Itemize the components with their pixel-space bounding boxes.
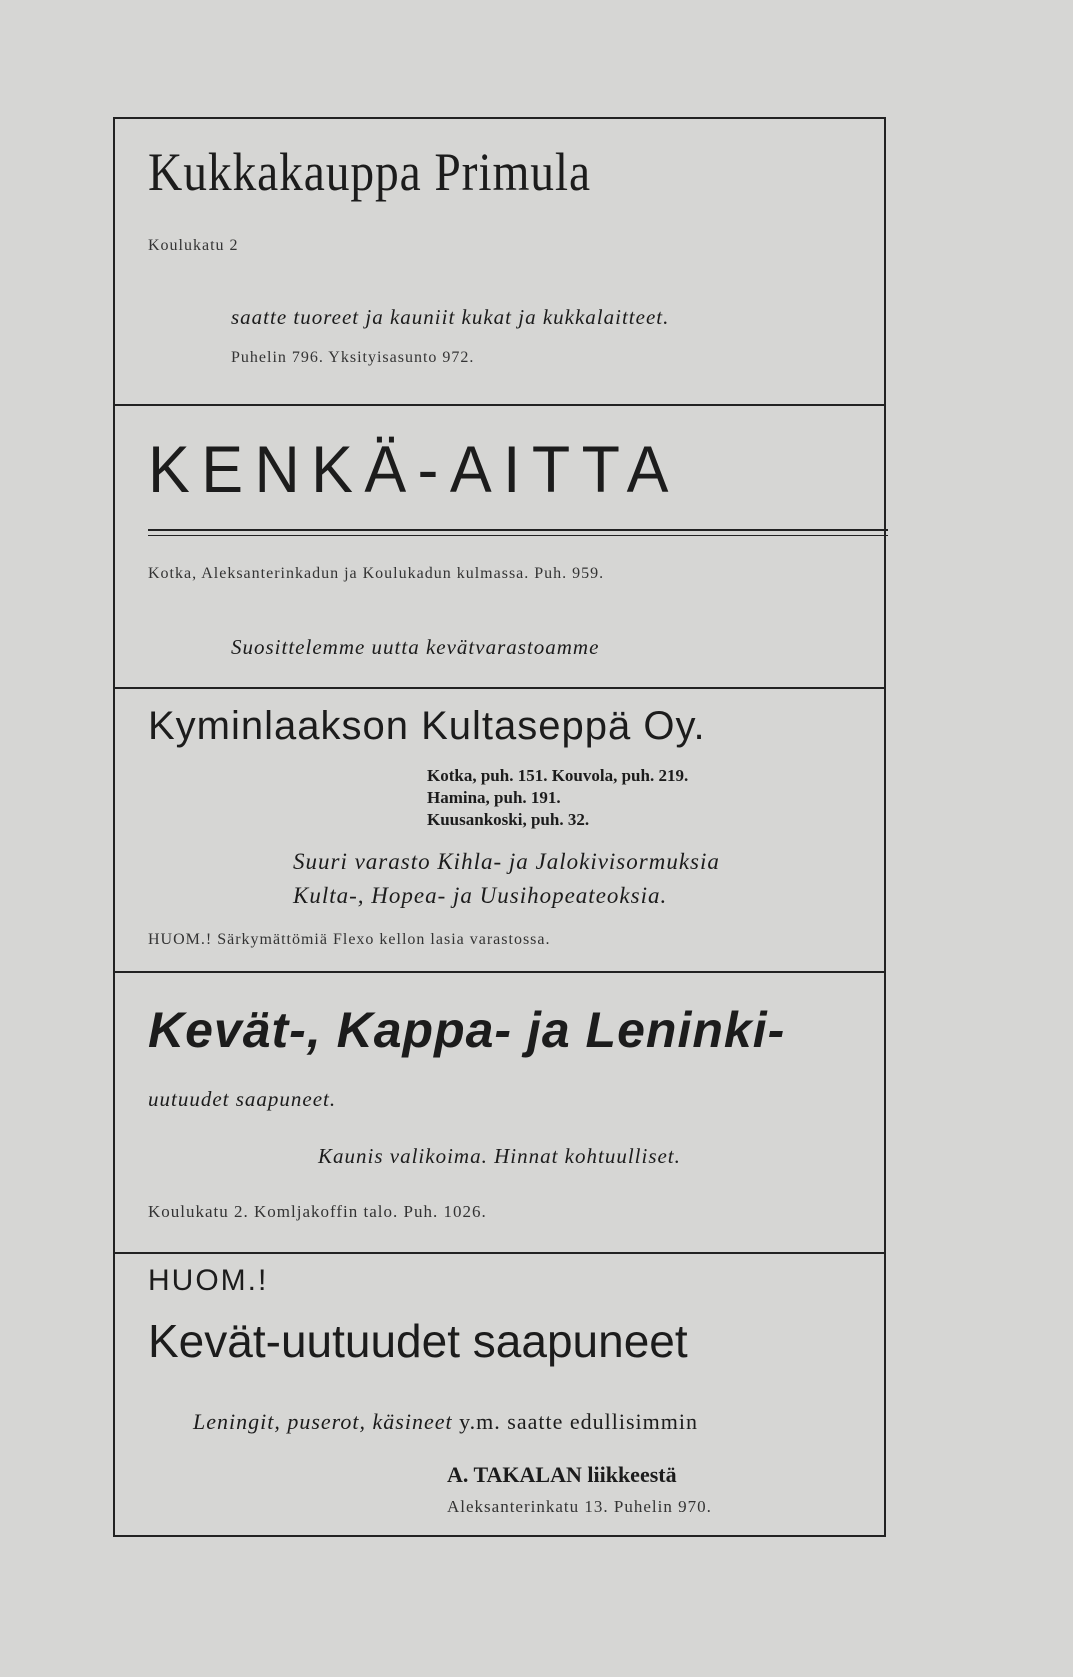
primula-title: Kukkakauppa Primula [148, 142, 591, 202]
takala-huom: HUOM.! [148, 1264, 269, 1297]
leninki-subtitle: uutuudet saapuneet. [148, 1087, 337, 1111]
divider-4 [115, 1252, 884, 1254]
leninki-title: Kevät-, Kappa- ja Leninki- [148, 1002, 786, 1058]
takala-offer [193, 1409, 698, 1435]
kenka-title: KENKÄ-AITTA [148, 432, 680, 506]
kulta-phone-1: Kotka, puh. 151. Kouvola, puh. 219. [427, 766, 689, 785]
primula-address: Koulukatu 2 [148, 237, 239, 254]
primula-phones: Puhelin 796. Yksityisasunto 972. [231, 349, 475, 366]
kenka-slogan: Suosittelemme uutta kevätvarastoamme [231, 635, 600, 659]
kulta-offer-1: Suuri varasto Kihla- ja Jalokivisormuksia [293, 849, 720, 874]
kenka-address: Kotka, Aleksanterinkadun ja Koulukadun kulmassa. Puh. 959. [148, 565, 605, 582]
advertisement-page [113, 117, 886, 1537]
kulta-offer-2: Kulta-, Hopea- ja Uusihopeateoksia. [293, 883, 668, 908]
kulta-title: Kyminlaakson Kultaseppä Oy. [148, 704, 706, 748]
leninki-address: Koulukatu 2. Komljakoffin talo. Puh. 1026. [148, 1202, 487, 1221]
kulta-phone-2: Hamina, puh. 191. [427, 788, 561, 807]
takala-address: Aleksanterinkatu 13. Puhelin 970. [447, 1497, 712, 1516]
divider-1 [115, 404, 884, 406]
primula-slogan: saatte tuoreet ja kauniit kukat ja kukkalaitteet. [231, 305, 670, 329]
takala-title: Kevät-uutuudet saapuneet [148, 1315, 688, 1367]
divider-3 [115, 971, 884, 973]
kulta-phone-3: Kuusankoski, puh. 32. [427, 810, 590, 829]
takala-offer-italic: Leningit, puserot, käsineet [193, 1409, 453, 1434]
leninki-slogan: Kaunis valikoima. Hinnat kohtuulliset. [318, 1144, 681, 1168]
takala-offer-rest: y.m. saatte edullisimmin [459, 1409, 698, 1434]
takala-shop: A. TAKALAN liikkeestä [447, 1462, 677, 1487]
kenka-double-rule [148, 529, 888, 536]
kulta-note: HUOM.! Särkymättömiä Flexo kellon lasia varastossa. [148, 931, 551, 948]
divider-2 [115, 687, 884, 689]
